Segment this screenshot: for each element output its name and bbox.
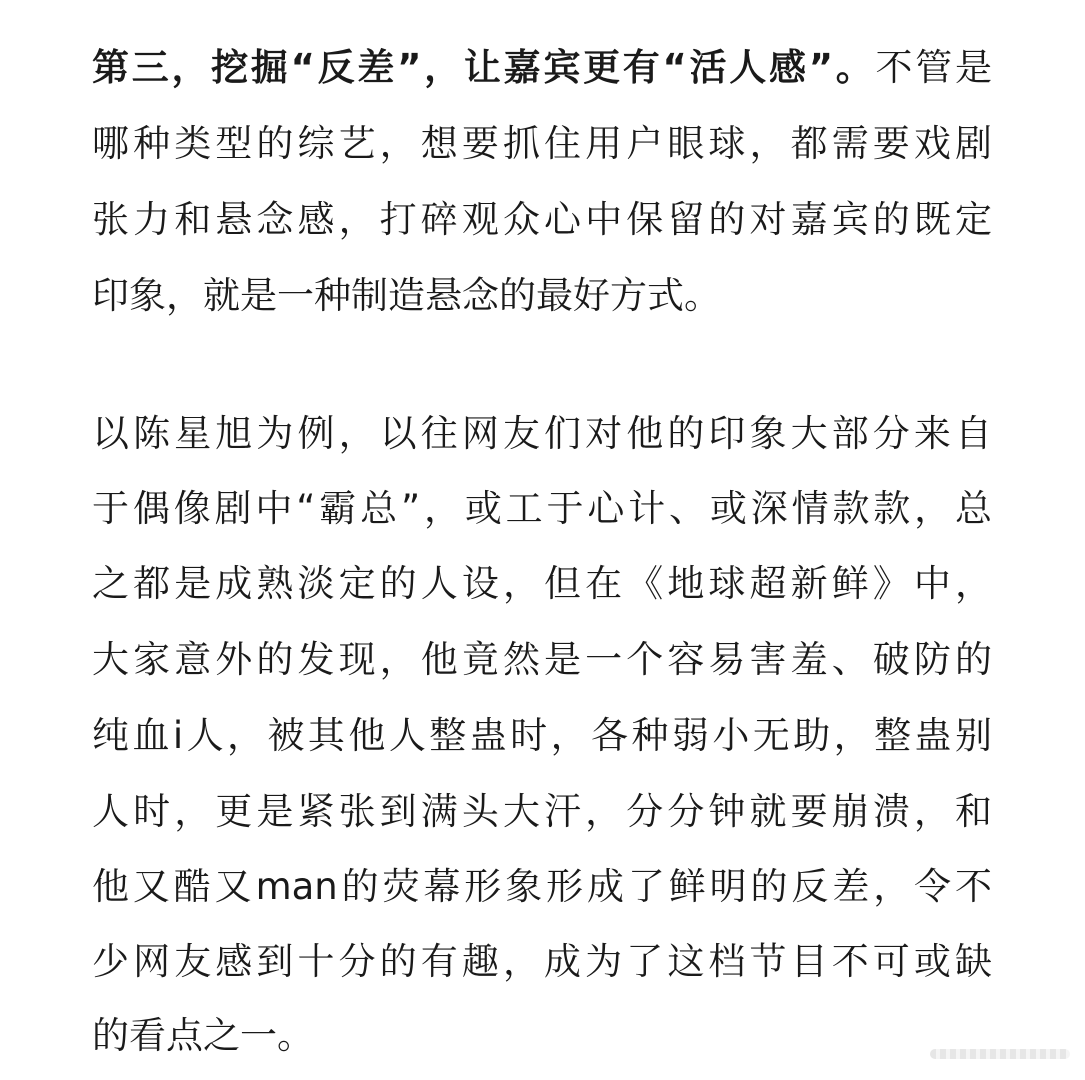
paragraph-2-line-9: 的看点之一。: [92, 1014, 314, 1057]
paragraph-2-line-6: 人时，更是紧张到满头大汗，分分钟就要崩溃，和: [92, 790, 992, 833]
paragraph-2-line-1: 以陈星旭为例，以往网友们对他的印象大部分来自: [92, 412, 992, 455]
paragraph-2-line-5: 纯血i人，被其他人整蛊时，各种弱小无助，整蛊别: [92, 714, 992, 757]
paragraph-2-line-3: 之都是成熟淡定的人设，但在《地球超新鲜》中，: [92, 562, 992, 605]
paragraph-2-line-2: 于偶像剧中“霸总”，或工于心计、或深情款款，总: [92, 487, 992, 530]
paragraph-1-line-1: [92, 38, 992, 98]
paragraph-1-line-1-text: 不管是: [875, 46, 993, 89]
paragraph-1-line-2: 哪种类型的综艺，想要抓住用户眼球，都需要戏剧: [92, 122, 992, 165]
paragraph-2-line-8: 少网友感到十分的有趣，成为了这档节目不可或缺: [92, 940, 992, 983]
watermark: [930, 1043, 1070, 1065]
watermark-mark: [930, 1049, 1070, 1059]
paragraph-1-line-3: 张力和悬念感，打碎观众心中保留的对嘉宾的既定: [92, 198, 992, 241]
section-heading: 第三，挖掘“反差”，让嘉宾更有“活人感”。: [92, 46, 876, 89]
paragraph-2-line-7: 他又酷又man的荧幕形象形成了鲜明的反差，令不: [92, 865, 992, 908]
paragraph-1-line-4: 印象，就是一种制造悬念的最好方式。: [92, 274, 721, 317]
paragraph-2-line-4: 大家意外的发现，他竟然是一个容易害羞、破防的: [92, 638, 992, 681]
